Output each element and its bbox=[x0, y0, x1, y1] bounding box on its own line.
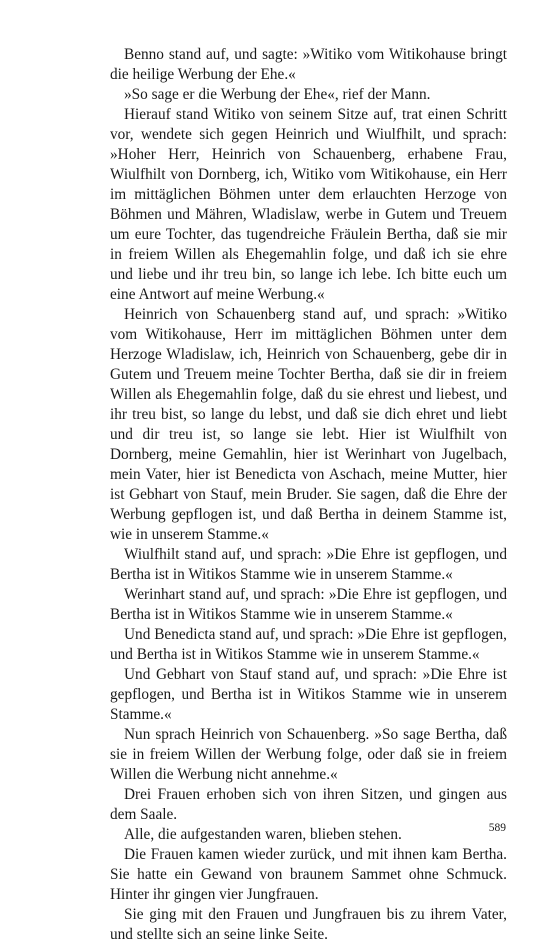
paragraph-13: Sie ging mit den Frauen und Jungfrauen bis zu ihrem Vater, und stellte sich an seine linke Seite. bbox=[110, 906, 507, 943]
paragraph-9: Nun sprach Heinrich von Schauenberg. »So sage Bertha, daß sie in freiem Willen der Werbung folge, oder daß sie in freiem Willen die Werbung nicht annehme.« bbox=[110, 726, 507, 783]
paragraph-3: Hierauf stand Witiko von seinem Sitze auf, trat einen Schritt vor, wendete sich gegen Heinrich und Wiulfhilt, und sprach: »Hoher Herr, Heinrich von Schauenberg, erhabene Frau, Wiulfhilt von Dornberg, ich, Witiko vom Witikohause, ein Herr im mittäglichen Böhmen unter dem erlauchten Herzoge von Böhmen und Mähren, Wladislaw, werbe in Gutem und Treuem um eure Tochter, das tugendreiche Fräulein Bertha, daß sie mir in freiem Willen als Ehegemahlin folge, und daß ich sie ehre und liebe und ihr treu bin, so lange ich lebe. Ich bitte euch um eine Antwort auf meine Werbung.« bbox=[110, 106, 507, 303]
page-body bbox=[110, 45, 507, 945]
paragraph-8: Und Gebhart von Stauf stand auf, und sprach: »Die Ehre ist gepflogen, und Bertha ist in Witikos Stamme wie in unserem Stamme.« bbox=[110, 666, 507, 723]
paragraph-2: »So sage er die Werbung der Ehe«, rief der Mann. bbox=[124, 86, 431, 103]
paragraph-11: Alle, die aufgestanden waren, blieben stehen. bbox=[124, 826, 402, 843]
paragraph-5: Wiulfhilt stand auf, und sprach: »Die Ehre ist gepflogen, und Bertha ist in Witikos Stamme wie in unserem Stamme.« bbox=[110, 546, 507, 583]
paragraph-1: Benno stand auf, und sagte: »Witiko vom Witikohause bringt die heilige Werbung der Ehe.« bbox=[110, 46, 507, 83]
page-number: 589 bbox=[488, 822, 506, 834]
paragraph-12: Die Frauen kamen wieder zurück, und mit ihnen kam Bertha. Sie hatte ein Gewand von braunem Sammet ohne Schmuck. Hinter ihr gingen vier Jungfrauen. bbox=[110, 846, 507, 903]
paragraph-7: Und Benedicta stand auf, und sprach: »Die Ehre ist gepflogen, und Bertha ist in Witikos Stamme wie in unserem Stamme.« bbox=[110, 626, 507, 663]
paragraph-10: Drei Frauen erhoben sich von ihren Sitzen, und gingen aus dem Saale. bbox=[110, 786, 507, 823]
paragraph-6: Werinhart stand auf, und sprach: »Die Ehre ist gepflogen, und Bertha ist in Witikos Stamme wie in unserem Stamme.« bbox=[110, 586, 507, 623]
paragraph-4: Heinrich von Schauenberg stand auf, und sprach: »Witiko vom Witikohause, Herr im mittäglichen Böhmen unter dem Herzoge Wladislaw, ich, Heinrich von Schauenberg, gebe dir in Gutem und Treuem meine Tochter Bertha, daß sie dir in freiem Willen als Ehegemahlin folge, daß du sie ehrest und liebest, und ihr treu bist, so lange du lebst, und daß sie dich ehret und liebt und dir treu ist, so lange sie lebt. Hier ist Wiulfhilt von Dornberg, meine Gemahlin, hier ist Werinhart von Jugelbach, mein Vater, hier ist Benedicta von Aschach, meine Mutter, hier ist Gebhart von Stauf, mein Bruder. Sie sagen, daß die Ehre der Werbung gepflogen ist, und daß Bertha in deinem Stamme ist, wie in unserem Stamme.« bbox=[110, 306, 507, 543]
